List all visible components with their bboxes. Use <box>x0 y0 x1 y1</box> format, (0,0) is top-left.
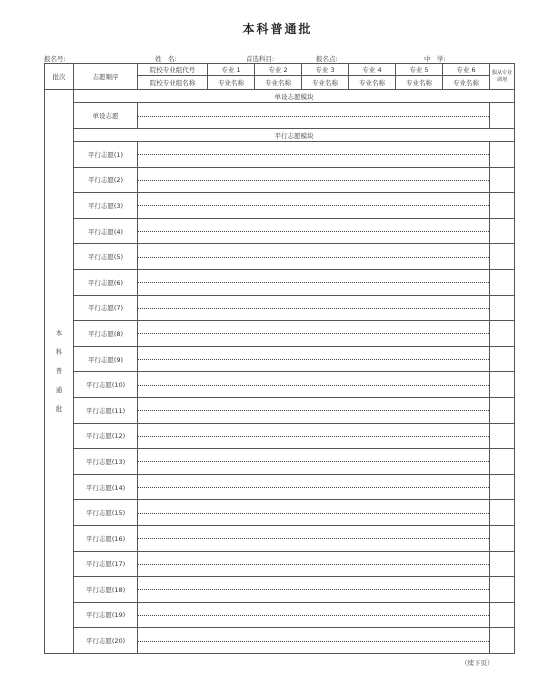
major-name-header: 专业名称 <box>302 76 349 90</box>
table-row <box>45 449 515 475</box>
parallel-row-label: 平行志愿(17) <box>74 551 138 577</box>
parallel-row-fill[interactable] <box>138 372 490 398</box>
parallel-row-label: 平行志愿(14) <box>74 474 138 500</box>
parallel-row-label: 平行志愿(4) <box>74 218 138 244</box>
adjust-cell[interactable] <box>490 372 515 398</box>
table-row <box>45 218 515 244</box>
parallel-row-fill[interactable] <box>138 244 490 270</box>
parallel-row-label: 平行志愿(10) <box>74 372 138 398</box>
table-row <box>45 525 515 551</box>
adjust-cell[interactable] <box>490 244 515 270</box>
reg-point-label: 报名点: <box>316 55 338 63</box>
parallel-row-label: 平行志愿(18) <box>74 577 138 603</box>
major-6-header: 专业 6 <box>443 64 490 76</box>
major-3-header: 专业 3 <box>302 64 349 76</box>
parallel-row-label: 平行志愿(9) <box>74 346 138 372</box>
adjust-cell[interactable] <box>490 167 515 193</box>
parallel-row-label: 平行志愿(19) <box>74 602 138 628</box>
table-row <box>45 269 515 295</box>
parallel-row-fill[interactable] <box>138 397 490 423</box>
parallel-row-fill[interactable] <box>138 500 490 526</box>
table-row <box>45 244 515 270</box>
major-name-header: 专业名称 <box>396 76 443 90</box>
parallel-row-fill[interactable] <box>138 577 490 603</box>
table-row <box>45 167 515 193</box>
table-row <box>45 551 515 577</box>
parallel-row-fill[interactable] <box>138 167 490 193</box>
parallel-row-label: 平行志愿(11) <box>74 397 138 423</box>
parallel-row-fill[interactable] <box>138 551 490 577</box>
parallel-row-fill[interactable] <box>138 269 490 295</box>
reg-no-label: 报名号: <box>44 55 66 63</box>
adjust-cell[interactable] <box>490 551 515 577</box>
major-name-header: 专业名称 <box>443 76 490 90</box>
major-4-header: 专业 4 <box>349 64 396 76</box>
table-row <box>45 346 515 372</box>
single-row-fill[interactable] <box>138 103 490 129</box>
adjust-cell[interactable] <box>490 423 515 449</box>
parallel-row-fill[interactable] <box>138 525 490 551</box>
adjust-cell[interactable] <box>490 628 515 654</box>
parallel-row-label: 平行志愿(15) <box>74 500 138 526</box>
table-row <box>45 295 515 321</box>
parallel-row-fill[interactable] <box>138 218 490 244</box>
adjust-cell[interactable] <box>490 321 515 347</box>
parallel-row-fill[interactable] <box>138 142 490 168</box>
major-1-header: 专业 1 <box>208 64 255 76</box>
adjust-cell[interactable] <box>490 103 515 129</box>
adjust-cell[interactable] <box>490 397 515 423</box>
table-row <box>45 321 515 347</box>
adjust-cell[interactable] <box>490 577 515 603</box>
major-name-header: 专业名称 <box>349 76 396 90</box>
application-table <box>44 63 515 654</box>
parallel-row-fill[interactable] <box>138 449 490 475</box>
adjust-cell[interactable] <box>490 218 515 244</box>
table-row <box>45 500 515 526</box>
parallel-row-fill[interactable] <box>138 602 490 628</box>
table-row <box>45 474 515 500</box>
table-row <box>45 628 515 654</box>
adjust-cell[interactable] <box>490 474 515 500</box>
adjust-cell[interactable] <box>490 142 515 168</box>
table-row <box>45 602 515 628</box>
parallel-row-fill[interactable] <box>138 423 490 449</box>
parallel-row-label: 平行志愿(16) <box>74 525 138 551</box>
parallel-row-fill[interactable] <box>138 193 490 219</box>
batch-label: 本 科 普 通 批 <box>45 90 74 654</box>
adjust-cell[interactable] <box>490 500 515 526</box>
batch-header: 批次 <box>45 64 74 90</box>
group-code-header: 院校专业组代号 <box>138 64 208 76</box>
table-row <box>45 577 515 603</box>
adjust-cell[interactable] <box>490 193 515 219</box>
table-row <box>45 372 515 398</box>
name-label: 姓 名: <box>155 55 177 63</box>
parallel-row-fill[interactable] <box>138 346 490 372</box>
major-5-header: 专业 5 <box>396 64 443 76</box>
parallel-row-fill[interactable] <box>138 474 490 500</box>
table-row <box>45 193 515 219</box>
continued-note: （续下页） <box>461 659 494 667</box>
parallel-row-label: 平行志愿(20) <box>74 628 138 654</box>
parallel-row-label: 平行志愿(8) <box>74 321 138 347</box>
adjust-cell[interactable] <box>490 269 515 295</box>
table-row <box>45 423 515 449</box>
parallel-section-header: 平行志愿模块 <box>74 129 515 142</box>
page-title: 本科普通批 <box>242 22 313 36</box>
adjust-cell[interactable] <box>490 525 515 551</box>
major-name-header: 专业名称 <box>255 76 302 90</box>
subjects-label: 首选科目: <box>246 55 275 63</box>
parallel-row-label: 平行志愿(3) <box>74 193 138 219</box>
group-name-header: 院校专业组名称 <box>138 76 208 90</box>
parallel-row-label: 平行志愿(2) <box>74 167 138 193</box>
adjust-header: 服从专业调剂 <box>490 64 515 90</box>
parallel-row-fill[interactable] <box>138 628 490 654</box>
major-2-header: 专业 2 <box>255 64 302 76</box>
adjust-cell[interactable] <box>490 602 515 628</box>
adjust-cell[interactable] <box>490 346 515 372</box>
major-name-header: 专业名称 <box>208 76 255 90</box>
school-label: 中 学: <box>424 55 446 63</box>
parallel-row-fill[interactable] <box>138 321 490 347</box>
table-row <box>45 142 515 168</box>
single-section-header: 单设志愿模块 <box>74 90 515 103</box>
parallel-row-label: 平行志愿(12) <box>74 423 138 449</box>
table-row <box>45 397 515 423</box>
order-header: 志愿顺序 <box>74 64 138 90</box>
parallel-row-label: 平行志愿(7) <box>74 295 138 321</box>
parallel-row-fill[interactable] <box>138 295 490 321</box>
parallel-row-label: 平行志愿(1) <box>74 142 138 168</box>
parallel-row-label: 平行志愿(6) <box>74 269 138 295</box>
adjust-cell[interactable] <box>490 295 515 321</box>
parallel-row-label: 平行志愿(13) <box>74 449 138 475</box>
single-row-label: 单设志愿 <box>74 103 138 129</box>
parallel-row-label: 平行志愿(5) <box>74 244 138 270</box>
adjust-cell[interactable] <box>490 449 515 475</box>
table-row <box>45 103 515 129</box>
